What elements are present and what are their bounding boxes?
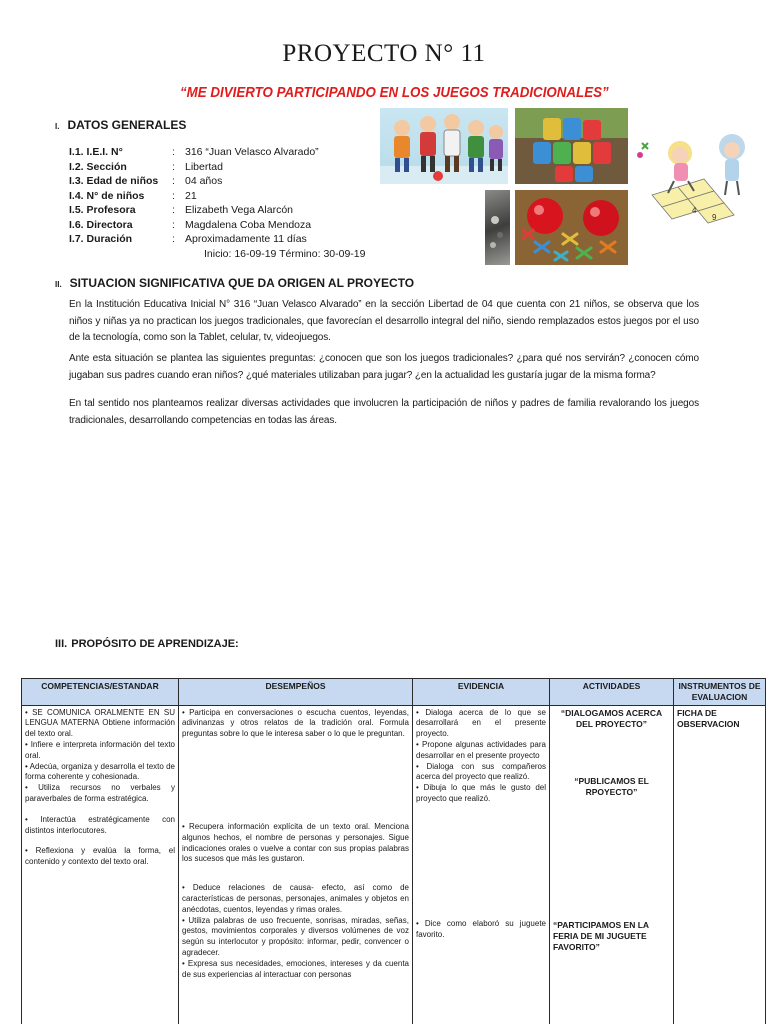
section-number: I.	[55, 122, 60, 131]
instrumentos-cell	[674, 705, 766, 1024]
tin-cans-game-photo	[515, 108, 628, 184]
situation-paragraph: Ante esta situación se plantea las siguientes preguntas: ¿conocen que son los juegos tradicionales? ¿para qué nos servirán? ¿conocen cómo jugaban sus padres cuando eran niños? ¿qué materiales utilizaban para jugar? ¿en la actualidad les gustaría jugar de la misma forma?	[69, 353, 699, 381]
actividad-item: “DIALOGAMOS ACERCA DEL PROYECTO”	[560, 707, 663, 729]
competencia-main: • SE COMUNICA ORALMENTE EN SU LENGUA MATERNA Obtiene información del texto oral.	[25, 708, 175, 740]
table-row	[22, 705, 766, 1024]
general-row: I.5. Profesora : Elizabeth Vega Alarcón	[69, 204, 293, 216]
header-instrumentos: INSTRUMENTOS DE EVALUACION	[674, 679, 766, 706]
actividad-item: “PARTICIPAMOS EN LA FERIA DE MI JUGUETE FAVORITO”	[553, 919, 649, 952]
competencia-item: • Reflexiona y evalúa la forma, el contenido y contexto del texto oral.	[25, 846, 175, 868]
evidencia-item: • Dialoga con sus compañeros acerca del proyecto que realizó.	[416, 762, 546, 784]
actividad-item: “PUBLICAMOS EL RPOYECTO”	[574, 775, 649, 797]
competencia-item: • Infiere e interpreta información del texto oral.	[25, 740, 175, 762]
general-value: Magdalena Coba Mendoza	[185, 218, 312, 231]
svg-text:9: 9	[712, 213, 717, 222]
desempeno-item: • Recupera información explícita de un texto oral. Menciona algunos hechos, el nombre de personas y personajes. Sigue indicaciones orales o vuelve a contar con sus propias palabras los sucesos que más les gustaron.	[182, 822, 409, 865]
jacks-balls-photo	[515, 190, 628, 265]
svg-text:4: 4	[692, 206, 697, 215]
desempeno-item: • Participa en conversaciones o escucha cuentos, leyendas, adivinanzas y otros relatos de la tradición oral. Formula preguntas sobre lo que le interesa saber o lo que le preguntan.	[182, 708, 409, 740]
situation-paragraph: En tal sentido nos planteamos realizar diversas actividades que involucren la participación de niños y padres de familia revalorando los juegos tradicionales, desarrollando competencias en todas las áreas.	[69, 398, 699, 426]
hopscotch-illustration	[632, 125, 767, 240]
evidencia-item: • Dibuja lo que más le gusto del proyecto que realizó.	[416, 783, 546, 805]
section-title: PROPÓSITO DE APRENDIZAJE:	[71, 638, 239, 650]
evidencia-item: • Dialoga acerca de lo que se desarrollará en el presente proyecto.	[416, 708, 546, 740]
general-key: I.5. Profesora	[69, 204, 136, 216]
general-row: I.7. Duración : Aproximadamente 11 días	[69, 233, 307, 245]
competencia-item: • Utiliza recursos no verbales y paraverbales de forma estratégica.	[25, 783, 175, 805]
general-value: Elizabeth Vega Alarcón	[185, 204, 293, 216]
situation-paragraph: En la Institución Educativa Inicial N° 316 “Juan Velasco Alvarado” en la sección Libertad de 04 que cuenta con 21 niños, se observa que los niños y niñas ya no practican los juegos tradicionales, que favorecían el desarrollo integral del niño, siendo remplazados estos juegos por el uso de la tecnología, como son la Tablet, celular, tv, videojuegos.	[69, 299, 699, 343]
header-actividades: ACTIVIDADES	[550, 679, 674, 706]
evidencia-cell	[413, 705, 550, 1024]
general-key: I.3. Edad de niños	[69, 175, 159, 187]
section-title: DATOS GENERALES	[67, 118, 187, 132]
evidencia-item: • Propone algunas actividades para desarrollar en el presente proyecto	[416, 740, 546, 762]
section-title: SITUACION SIGNIFICATIVA QUE DA ORIGEN AL PROYECTO	[69, 276, 415, 290]
general-row: I.6. Directora : Magdalena Coba Mendoza	[69, 218, 312, 231]
competencias-cell	[22, 705, 179, 1024]
section-situation-heading	[55, 276, 414, 290]
general-row: I.1. I.E.I. N° : 316 “Juan Velasco Alvarado”	[69, 146, 319, 158]
duration-dates: Inicio: 16-09-19 Término: 30-09-19	[204, 247, 366, 260]
instrumento-item: FICHA DE OBSERVACION	[677, 707, 740, 729]
section-number: II.	[55, 280, 62, 289]
header-evidencia: EVIDENCIA	[413, 679, 550, 706]
desempeno-item: • Expresa sus necesidades, emociones, intereses y da cuenta de sus experiencias al interactuar con personas	[182, 959, 409, 981]
evidencia-item: • Dice como elaboró su juguete favorito.	[416, 919, 546, 941]
general-row: I.3. Edad de niños : 04 años	[69, 175, 223, 187]
general-key: I.4. N° de niños	[69, 189, 145, 202]
general-value: 21	[185, 189, 197, 202]
general-key: I.1. I.E.I. N°	[69, 146, 123, 158]
marbles-photo	[485, 190, 510, 265]
purpose-table	[21, 678, 766, 1024]
general-key: I.6. Directora	[69, 218, 133, 231]
general-value: Aproximadamente 11 días	[185, 233, 307, 245]
section-number: III.	[55, 638, 68, 650]
section-general-heading	[55, 118, 186, 132]
desempeno-item: • Deduce relaciones de causa- efecto, así como de características de personas, personajes, animales y objetos en anécdotas, cuentos, leyendas y rimas orales.	[182, 883, 409, 915]
general-value: 04 años	[185, 175, 223, 187]
section-purpose-heading	[55, 638, 239, 650]
header-competencias: COMPETENCIAS/ESTANDAR	[22, 679, 179, 706]
actividades-cell	[550, 705, 674, 1024]
page-title: PROYECTO N° 11	[282, 40, 486, 67]
general-data-list	[69, 145, 365, 261]
general-value: Libertad	[185, 160, 223, 173]
general-key: I.7. Duración	[69, 233, 133, 245]
children-playing-photo	[380, 108, 508, 184]
project-subtitle: “ME DIVIERTO PARTICIPANDO EN LOS JUEGOS TRADICIONALES”	[180, 85, 609, 101]
competencia-item: • Adecúa, organiza y desarrolla el texto de forma coherente y cohesionada.	[25, 762, 175, 784]
desempeno-item: • Utiliza palabras de uso frecuente, sonrisas, miradas, señas, gestos, movimientos corporales y diversos volúmenes de voz según su interlocutor y propósito: informar, pedir, convencer o agradecer.	[182, 916, 409, 959]
table-header-row	[22, 679, 766, 706]
desempenos-cell	[179, 705, 413, 1024]
general-row: I.4. N° de niños : 21	[69, 189, 197, 202]
general-row: I.2. Sección : Libertad	[69, 160, 223, 173]
header-desempenos: DESEMPEÑOS	[179, 679, 413, 706]
general-value: 316 “Juan Velasco Alvarado”	[185, 146, 319, 158]
competencia-item: • Interactúa estratégicamente con distintos interlocutores.	[25, 815, 175, 837]
general-key: I.2. Sección	[69, 160, 127, 173]
